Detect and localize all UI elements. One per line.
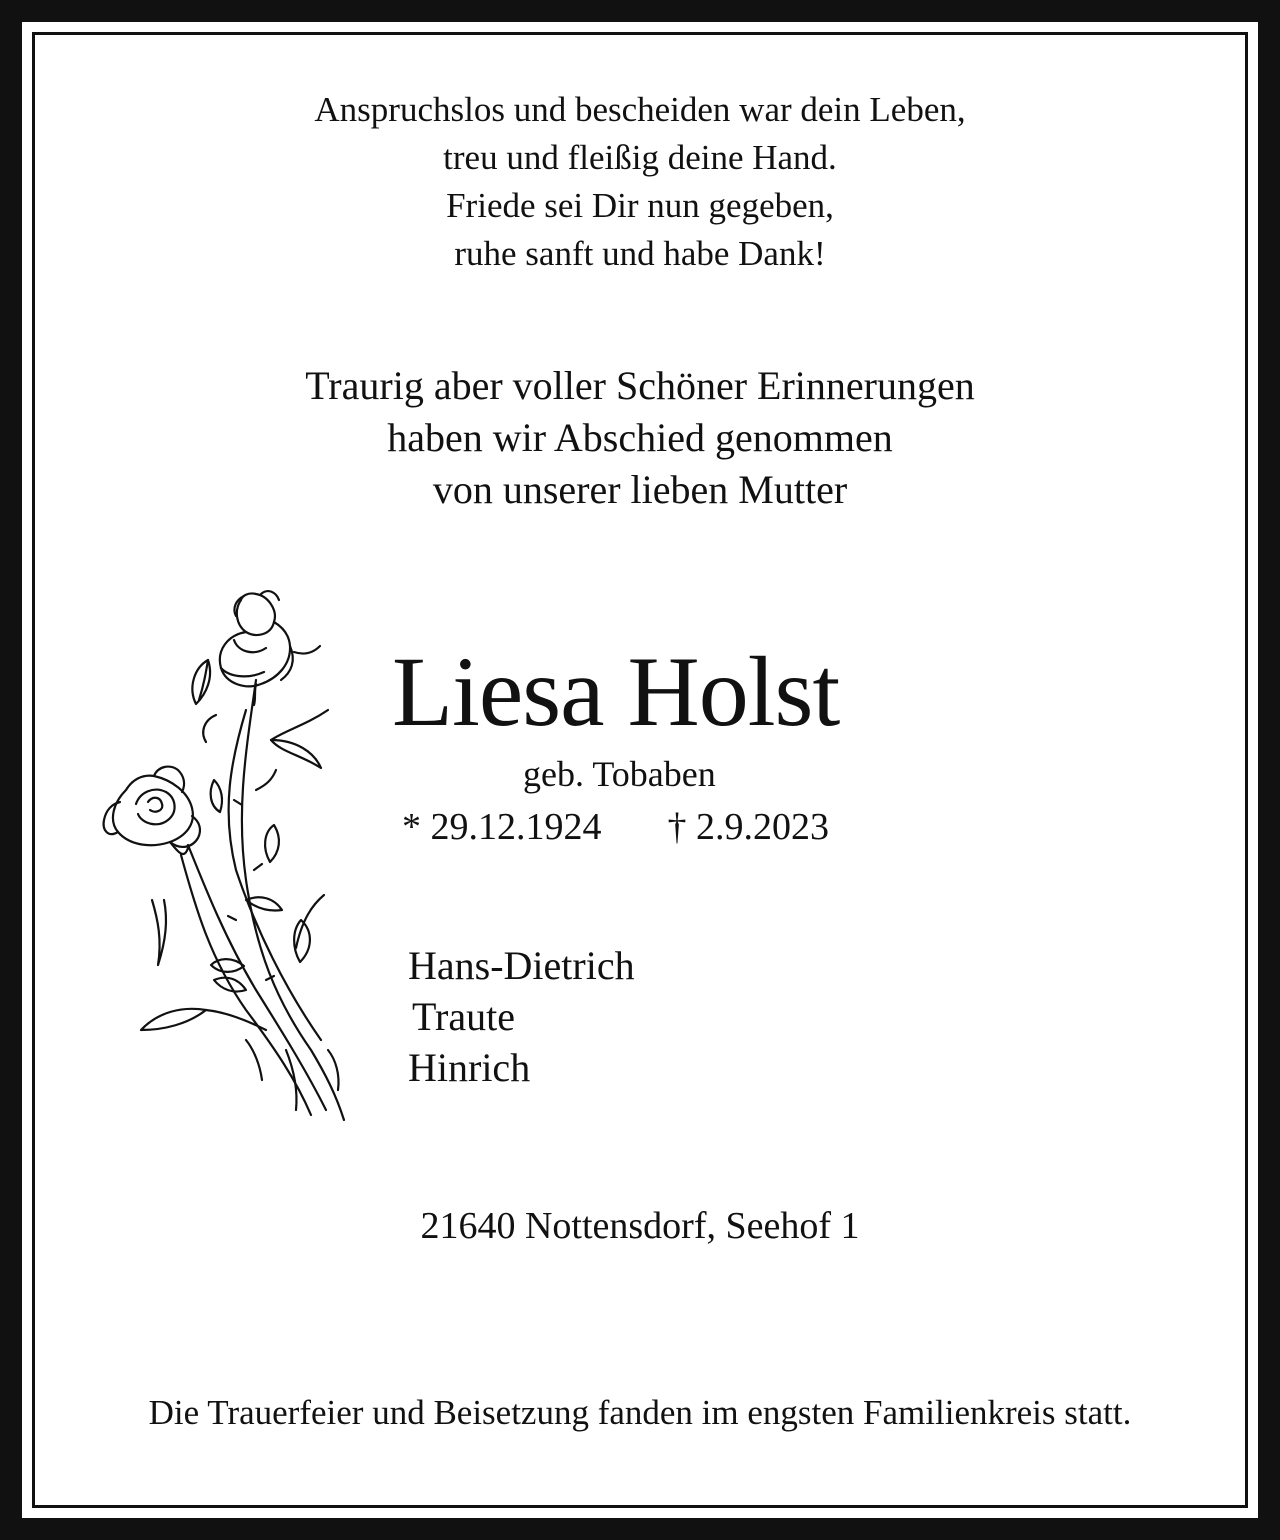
intro-line: Traurig aber voller Schöner Erinnerungen	[305, 363, 975, 408]
rose-illustration-icon	[96, 580, 346, 1125]
intro-text	[0, 360, 1280, 516]
death-date: † 2.9.2023	[667, 806, 829, 848]
life-dates	[402, 804, 829, 850]
family-member: Hinrich	[408, 1045, 531, 1090]
family-member: Traute	[412, 994, 515, 1039]
family-member: Hans-Dietrich	[408, 943, 635, 988]
poem-line: Anspruchslos und bescheiden war dein Leben,	[314, 90, 966, 129]
address: 21640 Nottensdorf, Seehof 1	[420, 1205, 860, 1247]
birth-date: * 29.12.1924	[402, 806, 602, 848]
intro-line: von unserer lieben Mutter	[432, 467, 848, 512]
maiden-name: geb. Tobaben	[523, 754, 716, 794]
poem-line: treu und fleißig deine Hand.	[443, 138, 837, 177]
poem	[0, 86, 1280, 278]
poem-line: ruhe sanft und habe Dank!	[454, 234, 826, 273]
intro-line: haben wir Abschied genommen	[387, 415, 893, 460]
deceased-name: Liesa Holst	[392, 636, 840, 747]
footer-note: Die Trauerfeier und Beisetzung fanden im engsten Familienkreis statt.	[148, 1393, 1132, 1432]
poem-line: Friede sei Dir nun gegeben,	[446, 186, 834, 225]
family-names	[408, 940, 635, 1093]
